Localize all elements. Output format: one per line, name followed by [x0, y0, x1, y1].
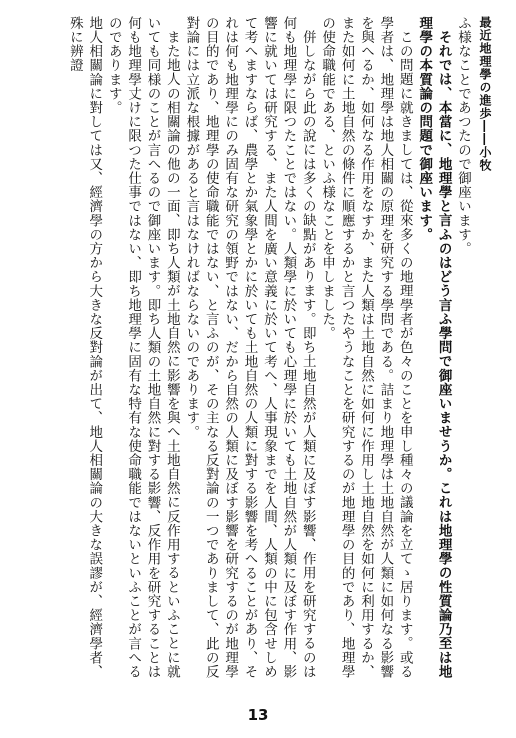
- paragraph: それでは、本當に、地理學と言ふのはどう言ふ學問で御座いませうか。これは地理學の性質論乃至は地理學の本質論の問題で御座います。: [416, 16, 452, 679]
- paragraph: 併しながら此の說には多くの缺點があります。即ち土地自然が人類に及ぼす影響、作用を研究するのは何も地理學に限つたことではない。人類學に於いても心理學に於いても土地自然が人類に及ぼす作用、影響に就いては研究する、また人間を廣い意義に於いて考へ、人事現象までを人間、人類の中に包含せしめて考へますならば、農學とか氣象學とかに於いても土地自然の人類に對する影響を考へることがあり、それは何も地理學にのみ固有な研究の領野ではない、だから自然の人類に及ぼす影響を研究するのが地理學の目的であり、地理學の使命職能ではない、と言ふのが、その主なる反對論の一つでありまして、此の反對論には立派な根據があると言はなければならないのであります。: [183, 16, 316, 679]
- paragraph: また地人の相關論の他の一面、即ち人類が土地自然に影響を與へ土地自然に反作用するといふことに就いても同様のことが言へるので御座います。即ち人類の土地自然に對する影響、反作用を研究することは何も地理學丈けに限つた仕事ではない、即ち地理學に固有な特有な使命職能ではないといふことが言へるのであります。: [105, 16, 180, 679]
- paragraph: ふ様なことであつたので御座います。: [455, 16, 471, 256]
- paragraph: この問題に就きましては、從來多くの地理學者が色々のことを申し種々の議論を立てゝ居ります。或る學者は、地理學は地人相關の原理を研究する學問である。詰まり地理學は土地自然が人類に如何なる影響を與へるか、如何なる作用をなすか、また人類は土地自然に如何に作用し土地自然を如何に利用するか、また如何に土地自然の條件に順應するかと言つたやうなことを研究するのが地理學の目的であり、地理學の使命職能である、といふ様なことを申しました。: [319, 16, 413, 679]
- body-text: [20, 16, 472, 688]
- paragraph: 地人相關論に對しては又、經濟學の方から大きな反對論が出て、地人相關論の大きな誤謬が、經濟學者、殊に辨證: [66, 16, 103, 679]
- page-number: 13: [247, 706, 269, 724]
- running-title: 最近地理學の進歩――小牧: [478, 16, 492, 172]
